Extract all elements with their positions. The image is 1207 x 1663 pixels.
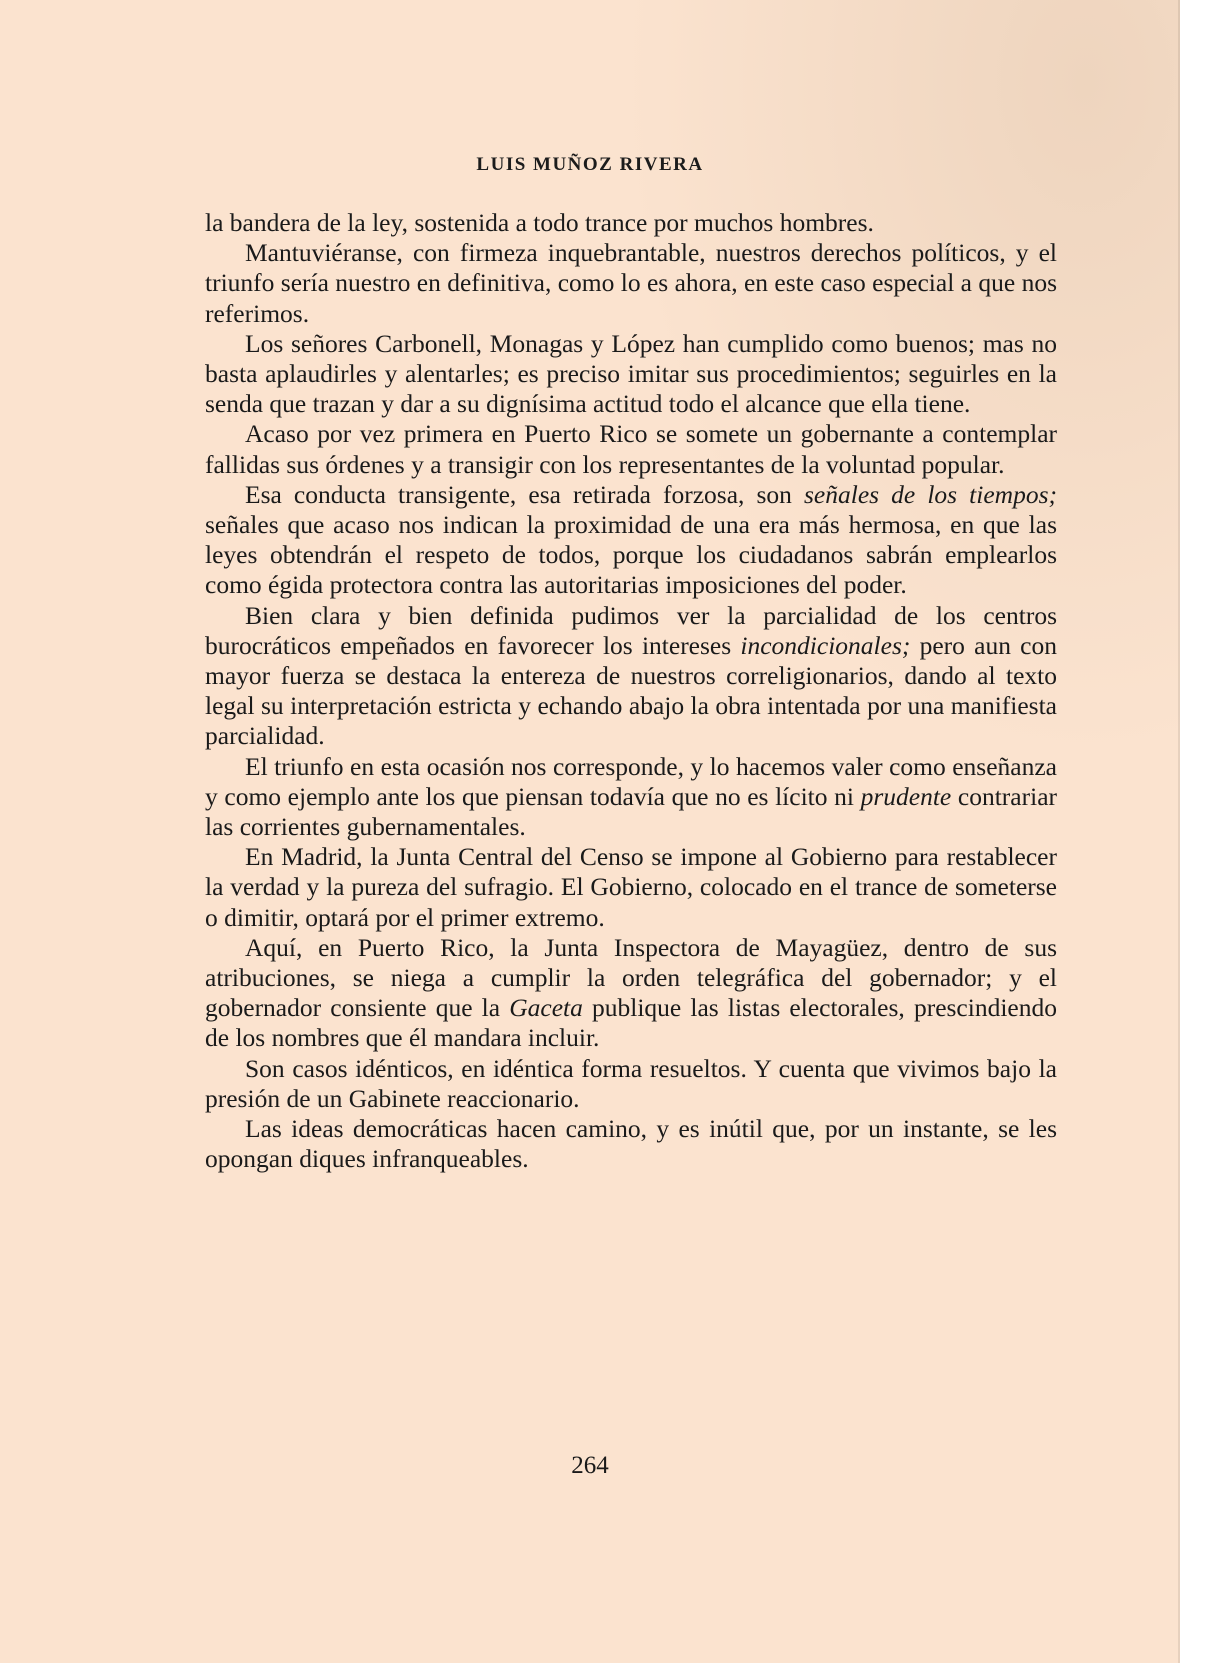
paragraph-7	[205, 752, 1057, 843]
paragraph-text: Esa conducta transigente, esa retirada forzosa, son	[245, 479, 804, 509]
paragraph-text: Son casos idénticos, en idéntica forma resueltos. Y cuenta que vivimos bajo la presión de un Gabinete reaccionario.	[205, 1053, 1057, 1113]
page-number: 264	[571, 1452, 609, 1479]
paragraph-5	[205, 480, 1057, 601]
paragraph-text: publique las listas electorales, prescindiendo de los nombres que él mandara incluir.	[205, 993, 1057, 1053]
paragraph-11	[205, 1114, 1057, 1174]
paragraph-text: El triunfo en esta ocasión nos corresponde, y lo hacemos valer como enseñanza y como ejemplo ante los que piensan todavía que no es lícito ni	[205, 751, 1057, 811]
paragraph-6	[205, 601, 1057, 752]
paragraph-text: la bandera de la ley, sostenida a todo trance por muchos hombres.	[205, 208, 874, 237]
paragraph-9	[205, 933, 1057, 1054]
body-text	[205, 208, 1057, 1175]
paragraph-text: Mantuviéranse, con firmeza inquebrantable, nuestros derechos políticos, y el triunfo sería nuestro en definitiva, como lo es ahora, en este caso especial a que nos referimos.	[205, 238, 1057, 328]
italic-phrase: prudente	[860, 781, 952, 811]
paragraph-text: pero aun con mayor fuerza se destaca la entereza de nuestros correligionarios, dando al texto legal su interpretación estricta y echando abajo la obra intentada por una manifiesta parcialidad.	[205, 630, 1058, 751]
paragraph-text: contrariar las corrientes gubernamentales.	[205, 781, 1057, 842]
paragraph-text: señales que acaso nos indican la proximidad de una era más hermosa, en que las leyes obtendrán el respeto de todos, porque los ciudadanos sabrán emplearlos como égida protectora contra las autoritarias imposiciones del poder.	[205, 510, 1057, 600]
paragraph-4	[205, 419, 1057, 479]
running-head: LUIS MUÑOZ RIVERA	[476, 154, 704, 175]
paragraph-text: Bien clara y bien definida pudimos ver la parcialidad de los centros burocráticos empeñados en favorecer los intereses	[205, 600, 1057, 660]
paragraph-text: Acaso por vez primera en Puerto Rico se somete un gobernante a contemplar fallidas sus órdenes y a transigir con los representantes de la voluntad popular.	[205, 419, 1057, 479]
paragraph-text: En Madrid, la Junta Central del Censo se impone al Gobierno para restablecer la verdad y la pureza del sufragio. El Gobierno, colocado en el trance de someterse o dimitir, optará por el primer extremo.	[205, 842, 1057, 932]
paragraph-text: Las ideas democráticas hacen camino, y es inútil que, por un instante, se les opongan diques infranqueables.	[205, 1114, 1057, 1174]
paragraph-3	[205, 329, 1057, 420]
italic-phrase: Gaceta	[509, 993, 583, 1023]
paragraph-text: Aquí, en Puerto Rico, la Junta Inspectora de Mayagüez, dentro de sus atribuciones, se niega a cumplir la orden telegráfica del gobernador; y el gobernador consiente que la	[205, 932, 1057, 1023]
paragraph-text: Los señores Carbonell, Monagas y López han cumplido como buenos; mas no basta aplaudirles y alentarles; es preciso imitar sus procedimientos; seguirles en la senda que trazan y dar a su dignísima actitud todo el alcance que ella tiene.	[205, 328, 1057, 419]
paragraph-1	[205, 208, 1057, 238]
paragraph-8	[205, 842, 1057, 933]
italic-phrase: incondicionales;	[740, 630, 911, 660]
italic-phrase: señales de los tiempos;	[804, 479, 1057, 509]
paragraph-10	[205, 1054, 1057, 1114]
paragraph-2	[205, 238, 1057, 329]
